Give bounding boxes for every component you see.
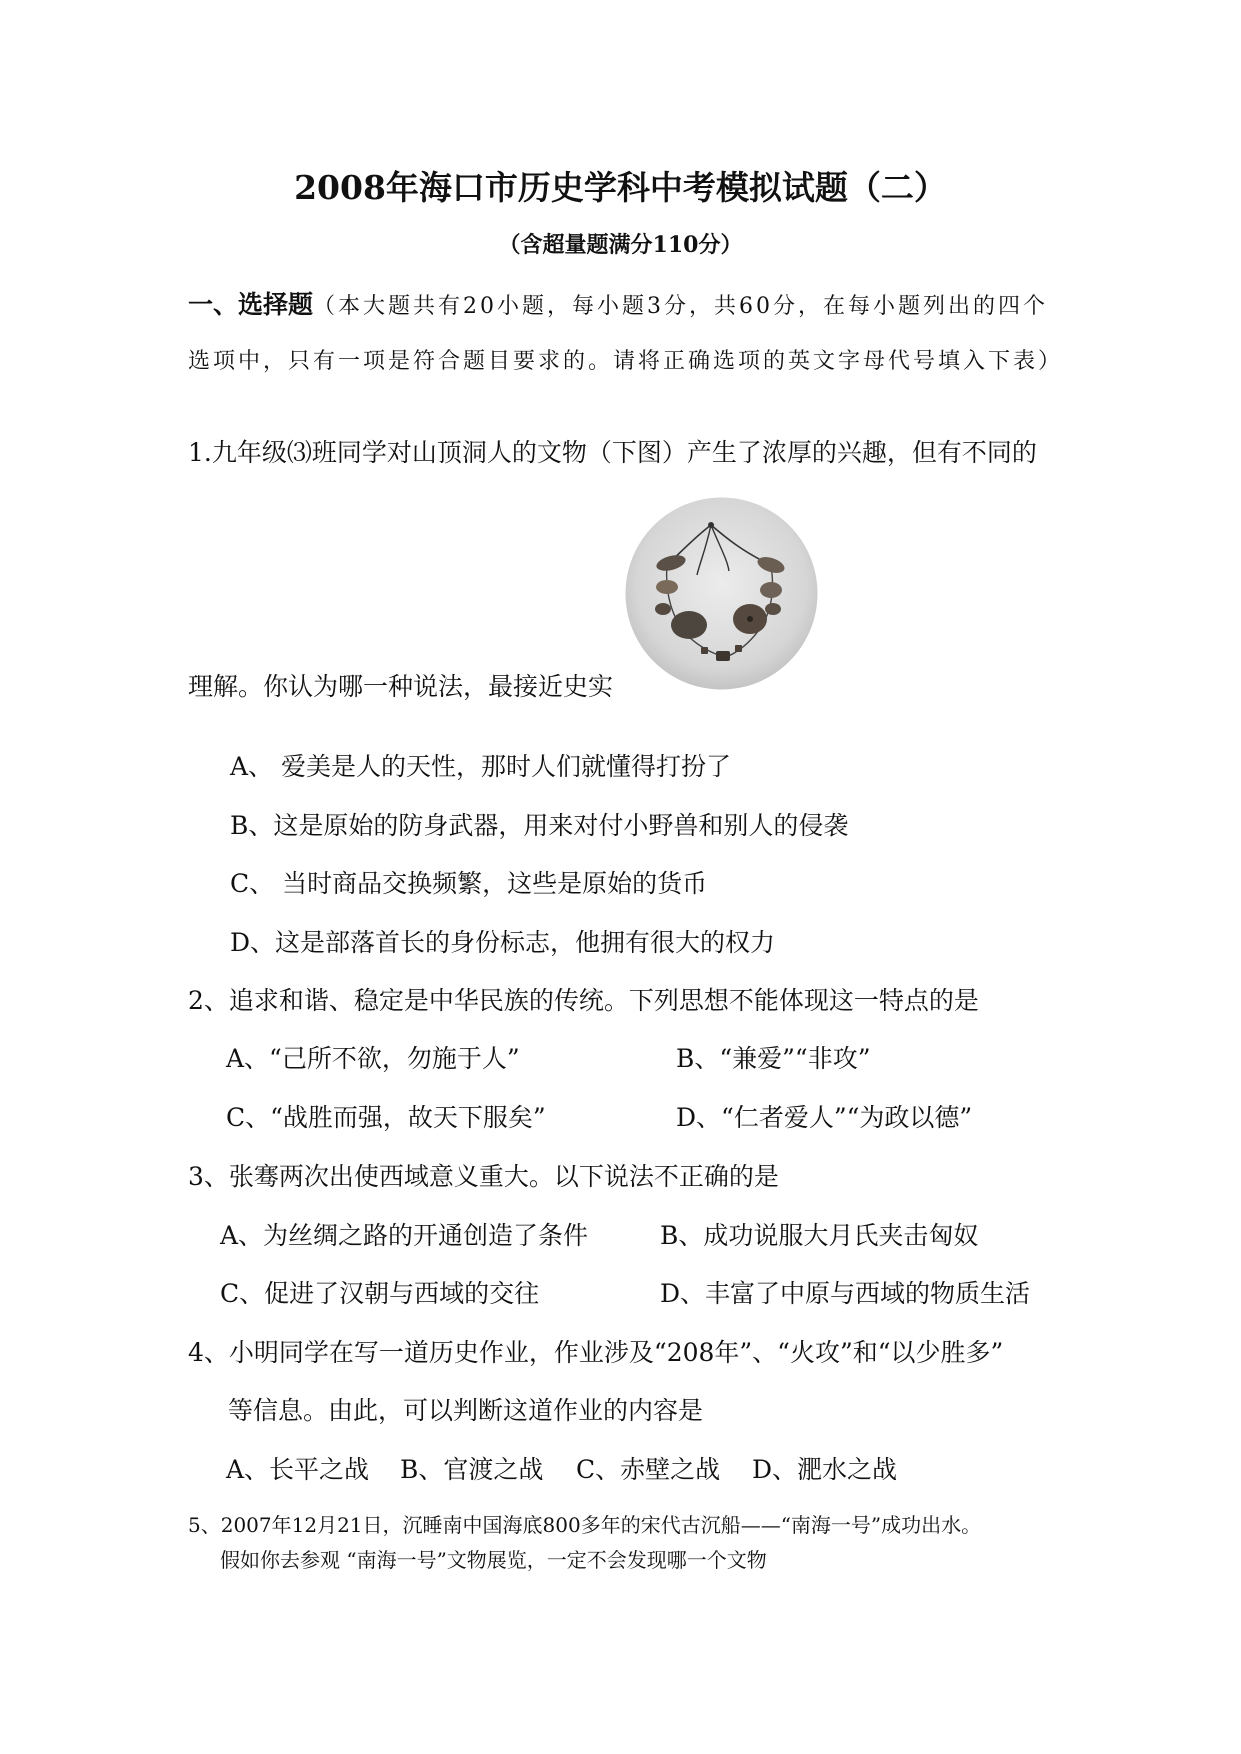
q3-option-a: A、为丝绸之路的开通创造了条件 — [220, 1221, 589, 1250]
q4-stem-line1: 4、小明同学在写一道历史作业，作业涉及“208年”、“火攻”和“以少胜多” — [188, 1338, 1004, 1367]
q3-option-d: D、丰富了中原与西域的物质生活 — [660, 1279, 1031, 1308]
q3-stem: 3、张骞两次出使西域意义重大。以下说法不正确的是 — [188, 1162, 779, 1191]
q2-option-c: C、“战胜而强，故天下服矣” — [226, 1103, 546, 1132]
q2-option-b: B、“兼爱”“非攻” — [676, 1044, 871, 1073]
q3-option-c: C、促进了汉朝与西域的交往 — [220, 1279, 540, 1308]
page-title: 2008年海口市历史学科中考模拟试题（二） — [294, 168, 947, 207]
q4-option-a: A、长平之战 — [226, 1455, 370, 1484]
q2-stem: 2、追求和谐、稳定是中华民族的传统。下列思想不能体现这一特点的是 — [188, 986, 979, 1015]
q1-stem-line2: 理解。你认为哪一种说法，最接近史实 — [188, 672, 614, 701]
section-1-header — [188, 290, 1048, 322]
section-heading: 一、选择题 — [188, 290, 314, 319]
q1-option-d: D、这是部落首长的身份标志，他拥有很大的权力 — [230, 928, 776, 957]
q4-stem-line2: 等信息。由此，可以判断这道作业的内容是 — [228, 1396, 704, 1425]
q4-option-d: D、淝水之战 — [752, 1455, 898, 1484]
q1-option-a: A、 爱美是人的天性，那时人们就懂得打扮了 — [230, 752, 732, 781]
q1-option-b: B、这是原始的防身武器，用来对付小野兽和别人的侵袭 — [230, 811, 849, 840]
q4-option-b: B、官渡之战 — [400, 1455, 544, 1484]
section-instruction-line2: 选项中，只有一项是符合题目要求的。请将正确选项的英文字母代号填入下表） — [188, 349, 1064, 374]
q2-option-a: A、“己所不欲，勿施于人” — [226, 1044, 520, 1073]
q4-option-c: C、赤壁之战 — [576, 1455, 721, 1484]
q2-option-d: D、“仁者爱人”“为政以德” — [676, 1103, 973, 1132]
q5-stem-line1: 5、2007年12月21日，沉睡南中国海底800多年的宋代古沉船——“南海一号”成功出水。 — [188, 1513, 982, 1537]
page-subtitle: （含超量题满分110分） — [498, 232, 743, 258]
q5-stem-line2: 假如你去参观 “南海一号”文物展览，一定不会发现哪一个文物 — [220, 1548, 767, 1572]
section-instruction-line1: （本大题共有20小题，每小题3分，共60分，在每小题列出的四个 — [313, 294, 1049, 319]
q1-stem-line1: 1.九年级⑶班同学对山顶洞人的文物（下图）产生了浓厚的兴趣，但有不同的 — [188, 438, 1037, 467]
shell-bead-necklace-icon — [625, 497, 818, 690]
q3-option-b: B、成功说服大月氏夹击匈奴 — [660, 1221, 979, 1250]
q1-option-c: C、 当时商品交换频繁，这些是原始的货币 — [230, 869, 708, 898]
